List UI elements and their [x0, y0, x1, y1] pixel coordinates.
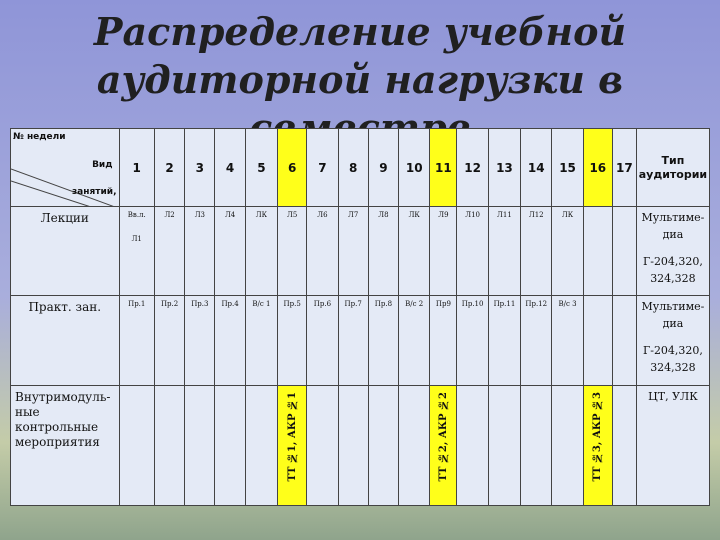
week-header: 15	[552, 129, 583, 207]
week-header: 8	[338, 129, 368, 207]
lecture-cell: Л8	[368, 207, 398, 296]
practice-cell: Пр.2	[154, 296, 184, 386]
control-cell-week11	[430, 386, 457, 506]
practice-cell: Пр.1	[119, 296, 154, 386]
week-header: 9	[368, 129, 398, 207]
control-cell-week6	[278, 386, 307, 506]
control-cell-week16	[583, 386, 612, 506]
lecture-cell: Л4	[215, 207, 245, 296]
corner-classes-label: занятий,	[71, 187, 117, 197]
lecture-cell	[612, 207, 636, 296]
practice-cell: В/с 3	[552, 296, 583, 386]
corner-kind-label: Вид	[92, 160, 113, 170]
week-header: 14	[521, 129, 552, 207]
lecture-cell: ЛК	[245, 207, 277, 296]
control-week16-text: ТТ №3, АКР №3	[592, 392, 604, 482]
week-header-highlighted: 11	[430, 129, 457, 207]
lecture-cell: Л10	[457, 207, 488, 296]
practice-auditorium	[636, 296, 709, 386]
practice-auditorium-line4: 324,328	[650, 361, 696, 374]
lectures-auditorium-line1: Мультиме-	[641, 211, 705, 224]
week-header: 7	[307, 129, 338, 207]
control-row	[11, 386, 710, 506]
practice-auditorium-line2: диа	[662, 317, 684, 330]
practice-cell	[583, 296, 612, 386]
auditorium-type-header	[636, 129, 709, 207]
control-label-line2: ные	[15, 405, 40, 419]
control-label-line3: контрольные	[15, 420, 99, 434]
week-header-highlighted: 6	[278, 129, 307, 207]
control-cell	[399, 386, 430, 506]
lecture-cell: Л9	[430, 207, 457, 296]
week-header: 3	[185, 129, 215, 207]
lectures-auditorium-line2: диа	[662, 228, 684, 241]
control-cell	[307, 386, 338, 506]
control-cell	[612, 386, 636, 506]
practice-row	[11, 296, 710, 386]
lecture-cell: Л11	[488, 207, 520, 296]
practice-cell: Пр.3	[185, 296, 215, 386]
lectures-label: Лекции	[11, 207, 120, 296]
control-auditorium: ЦТ, УЛК	[636, 386, 709, 506]
practice-cell: Пр.12	[521, 296, 552, 386]
lecture-cell: Л3	[185, 207, 215, 296]
lecture-cell: Л2	[154, 207, 184, 296]
control-cell	[521, 386, 552, 506]
lectures-auditorium-line3: Г-204,320,	[642, 255, 703, 268]
auditorium-type-header-line2: аудитории	[638, 167, 708, 181]
schedule-table	[10, 128, 710, 506]
practice-cell: Пр.11	[488, 296, 520, 386]
control-cell	[119, 386, 154, 506]
week-header: 5	[245, 129, 277, 207]
lectures-row	[11, 207, 710, 296]
week-header: 12	[457, 129, 488, 207]
control-cell	[154, 386, 184, 506]
practice-cell: Пр.7	[338, 296, 368, 386]
lecture-cell: Л7	[338, 207, 368, 296]
lecture-cell: Л12	[521, 207, 552, 296]
practice-cell: Пр.6	[307, 296, 338, 386]
practice-cell: Пр9	[430, 296, 457, 386]
lecture-cell-line1: Вв.л.	[127, 211, 146, 219]
slide-title-line1: Распределение учебной	[93, 9, 627, 54]
schedule-table-wrapper	[10, 128, 710, 505]
lecture-cell: Л5	[278, 207, 307, 296]
control-week6-text: ТТ №1, АКР №1	[286, 392, 298, 482]
practice-cell: Пр.4	[215, 296, 245, 386]
auditorium-type-header-line1: Тип	[661, 153, 685, 167]
lecture-cell: ЛК	[552, 207, 583, 296]
practice-cell	[612, 296, 636, 386]
week-header: 17	[612, 129, 636, 207]
header-corner-cell	[11, 129, 120, 207]
control-cell	[457, 386, 488, 506]
lecture-cell	[583, 207, 612, 296]
control-cell	[368, 386, 398, 506]
slide-title-line2: аудиторной нагрузки в	[96, 57, 624, 102]
control-cell	[338, 386, 368, 506]
practice-cell: Пр.8	[368, 296, 398, 386]
week-header-highlighted: 16	[583, 129, 612, 207]
control-label-line1: Внутримодуль-	[15, 390, 111, 404]
lectures-auditorium	[636, 207, 709, 296]
week-header: 2	[154, 129, 184, 207]
lecture-cell	[119, 207, 154, 296]
practice-cell: В/с 2	[399, 296, 430, 386]
lecture-cell: ЛК	[399, 207, 430, 296]
practice-cell: Пр.10	[457, 296, 488, 386]
control-cell	[552, 386, 583, 506]
corner-week-label: № недели	[13, 132, 66, 142]
control-cell	[488, 386, 520, 506]
practice-auditorium-line1: Мультиме-	[641, 300, 705, 313]
week-header: 1	[119, 129, 154, 207]
practice-label: Практ. зан.	[11, 296, 120, 386]
week-header: 10	[399, 129, 430, 207]
practice-auditorium-line3: Г-204,320,	[642, 344, 703, 357]
control-cell	[245, 386, 277, 506]
control-label-line4: мероприятия	[15, 435, 100, 449]
control-week11-text: ТТ №2, АКР №2	[437, 392, 449, 482]
header-row	[11, 129, 710, 207]
control-cell	[215, 386, 245, 506]
week-header: 4	[215, 129, 245, 207]
lectures-auditorium-line4: 324,328	[650, 272, 696, 285]
control-cell	[185, 386, 215, 506]
practice-cell: Пр.5	[278, 296, 307, 386]
lecture-cell-line2: Л1	[131, 235, 142, 243]
lecture-cell: Л6	[307, 207, 338, 296]
control-label	[11, 386, 120, 506]
week-header: 13	[488, 129, 520, 207]
practice-cell: В/с 1	[245, 296, 277, 386]
